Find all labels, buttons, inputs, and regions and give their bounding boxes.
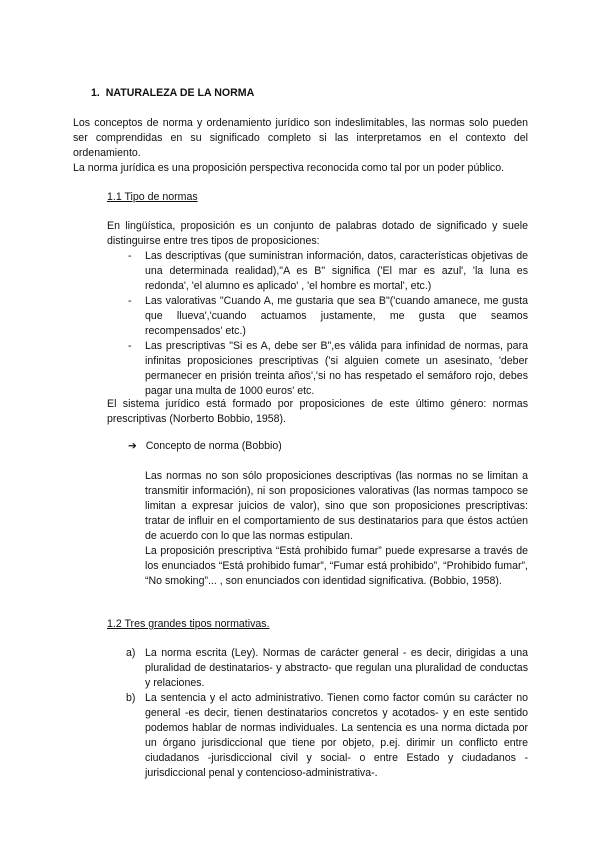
arrow-right-icon: ➔ xyxy=(128,440,137,452)
concept-line xyxy=(128,439,528,454)
subsection-1-1-closing: El sistema jurídico está formado por proposiciones de este último género: normas prescriptivas (Norberto Bobbio, 1958). xyxy=(107,398,528,425)
section-heading xyxy=(91,86,511,101)
concept-paragraph-1: Las normas no son sólo proposiciones descriptivas (las normas no se limitan a transmitir información), ni son proposiciones valorativas (las normas tampoco se limitan a expresar juicios de valor), sino que son proposiciones prescriptivas: tratar de influir en el comportamiento de sus destinatarios para que éstos actúen de acuerdo con lo que las normas estipulan. xyxy=(145,470,528,542)
subsection-heading-1-2: 1.2 Tres grandes tipos normativas. xyxy=(107,618,270,630)
section-number: 1. xyxy=(91,87,100,99)
intro-block xyxy=(73,116,528,176)
list-item xyxy=(128,294,528,339)
intro-paragraph-1: Los conceptos de norma y ordenamiento jurídico son indeslimitables, las normas solo pueden ser comprendidas en su significado completo si las interpretamos en el contexto del ordenamiento. xyxy=(73,117,528,159)
list-item-text: La sentencia y el acto administrativo. Tienen como factor común su carácter no general -es decir, tienen destinatarios concretos y acotados- y en este sentido podemos hablar de normas individuales. La sentencia es una norma dictada por un órgano jurisdiccional que tiene por objeto, p.ej. dirimir un conflicto entre ciudadanos -jurisdiccional civil y social- o entre Estado y ciudadanos -jurisdiccional penal y contencioso-administrativa-. xyxy=(145,692,528,779)
list-item xyxy=(128,249,528,294)
dash-marker: - xyxy=(128,250,132,262)
list-item-text: Las prescriptivas "Si es A, debe ser B",es válida para infinidad de normas, para infinitas proposiciones prescriptivas ('si alguien comete un asesinato, 'deber permanecer en prisión treinta años','si no has respetado el semáforo rojo, debes pagar una multa de 1000 euros' etc. xyxy=(145,340,528,397)
proposition-types-list xyxy=(128,249,528,399)
list-item xyxy=(126,646,528,691)
subsection-heading-1-1: 1.1 Tipo de normas xyxy=(107,191,198,203)
concept-block xyxy=(145,469,528,589)
item-marker: a) xyxy=(126,647,136,659)
list-item-text: Las valorativas "Cuando A, me gustaria que sea B"('cuando amanece, me gusta que llueva','cuando actuamos justamente, me gusta que seamos recompensados' etc.) xyxy=(145,295,528,337)
concept-label: Concepto de norma (Bobbio) xyxy=(145,440,282,452)
intro-paragraph-2: La norma jurídica es una proposición perspectiva reconocida como tal por un poder público. xyxy=(73,162,505,174)
list-item-text: Las descriptivas (que suministran información, datos, características objetivas de una determinada realidad),"A es B" significa ('El mar es azul', 'la luna es redonda', 'el alumno es aplicado' , 'el hombre es mortal', etc.) xyxy=(145,250,528,292)
normative-types-list xyxy=(126,646,528,781)
subsection-1-1-intro: En lingüística, proposición es un conjunto de palabras dotado de significado y suele distinguirse entre tres tipos de proposiciones: xyxy=(107,220,528,247)
list-item xyxy=(128,339,528,399)
item-marker: b) xyxy=(126,692,136,704)
section-title: NATURALEZA DE LA NORMA xyxy=(105,87,255,99)
dash-marker: - xyxy=(128,340,132,352)
dash-marker: - xyxy=(128,295,132,307)
list-item-text: La norma escrita (Ley). Normas de carácter general - es decir, dirigidas a una pluralidad de destinatarios- y abstracto- que regulan una pluralidad de conductas y relaciones. xyxy=(145,647,528,689)
list-item xyxy=(126,691,528,781)
concept-paragraph-2: La proposición prescriptiva “Está prohibido fumar” puede expresarse a través de los enunciados “Está prohibido fumar”, “Fumar está prohibido”, “Prohibido fumar”, “No smoking”... , son enunciados con identidad significativa. (Bobbio, 1958). xyxy=(145,545,528,587)
